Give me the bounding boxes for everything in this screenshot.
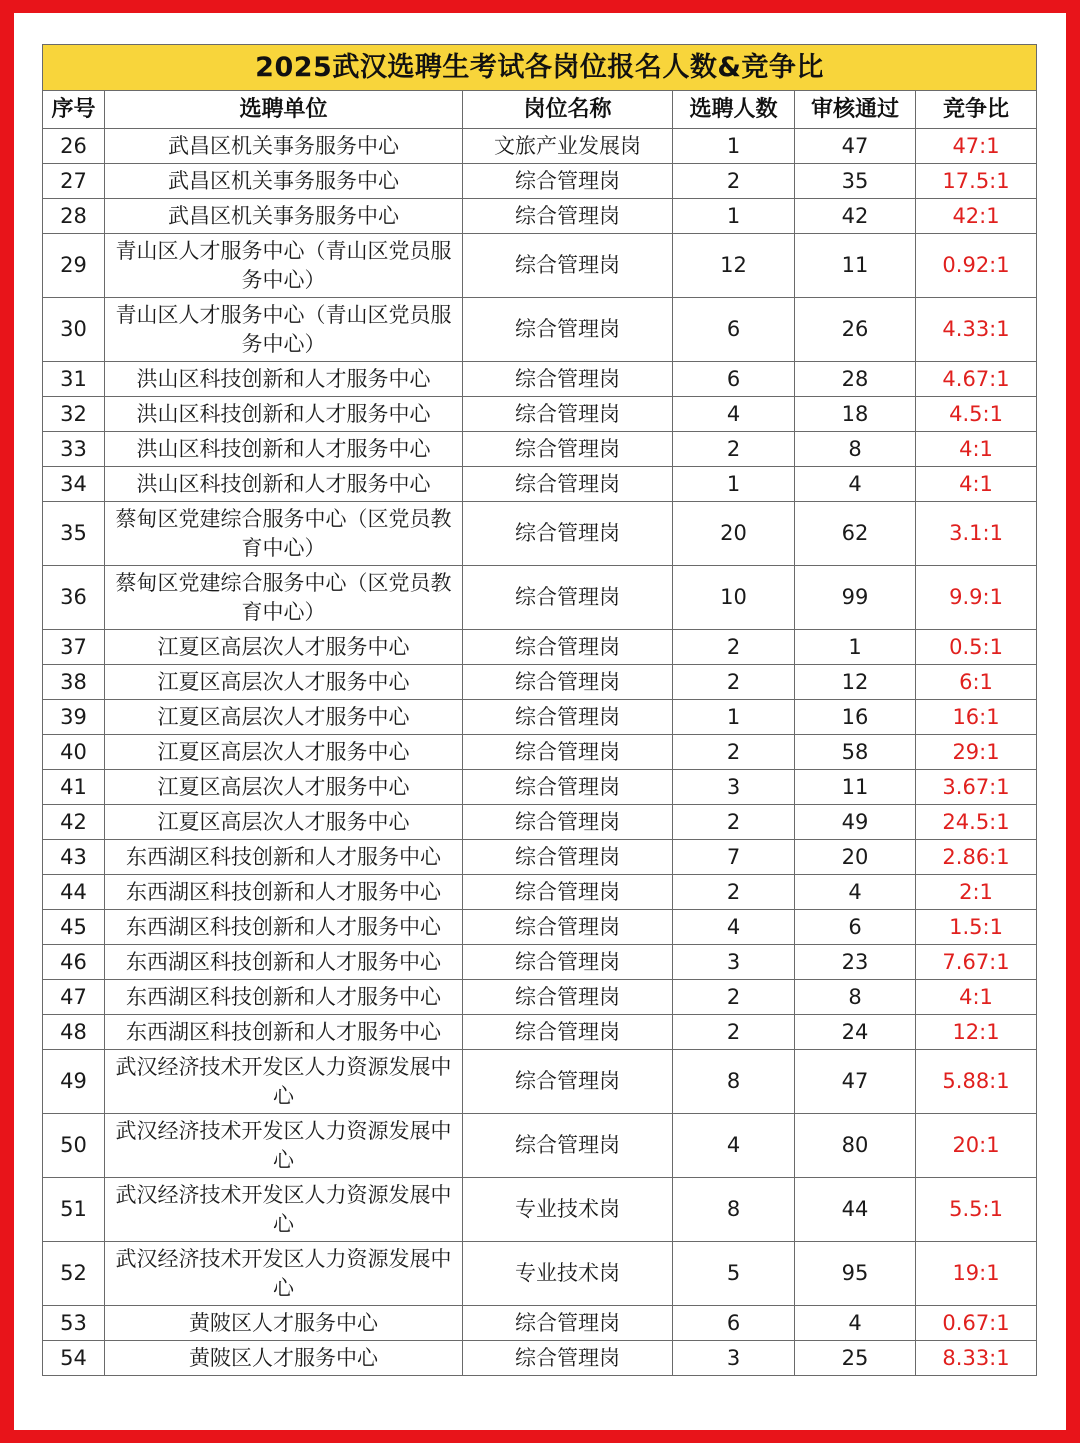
table-body xyxy=(43,129,1037,1376)
column-header-ratio: 竞争比 xyxy=(916,91,1037,129)
cell-no: 51 xyxy=(43,1178,105,1242)
cell-position: 综合管理岗 xyxy=(463,1050,673,1114)
cell-hired: 3 xyxy=(673,1341,795,1376)
table-row xyxy=(43,502,1037,566)
cell-position: 综合管理岗 xyxy=(463,467,673,502)
cell-approved: 80 xyxy=(795,1114,916,1178)
cell-hired: 2 xyxy=(673,980,795,1015)
cell-ratio: 7.67:1 xyxy=(916,945,1037,980)
cell-position: 综合管理岗 xyxy=(463,665,673,700)
cell-hired: 4 xyxy=(673,1114,795,1178)
cell-ratio: 29:1 xyxy=(916,735,1037,770)
cell-no: 32 xyxy=(43,397,105,432)
cell-unit: 青山区人才服务中心（青山区党员服务中心） xyxy=(105,234,463,298)
cell-ratio: 2.86:1 xyxy=(916,840,1037,875)
cell-unit: 武汉经济技术开发区人力资源发展中心 xyxy=(105,1114,463,1178)
cell-approved: 8 xyxy=(795,980,916,1015)
cell-unit: 江夏区高层次人才服务中心 xyxy=(105,665,463,700)
column-header-approved: 审核通过 xyxy=(795,91,916,129)
cell-no: 37 xyxy=(43,630,105,665)
cell-position: 综合管理岗 xyxy=(463,630,673,665)
cell-hired: 4 xyxy=(673,397,795,432)
cell-approved: 42 xyxy=(795,199,916,234)
cell-approved: 4 xyxy=(795,1306,916,1341)
cell-position: 综合管理岗 xyxy=(463,735,673,770)
cell-unit: 蔡甸区党建综合服务中心（区党员教育中心） xyxy=(105,566,463,630)
cell-unit: 江夏区高层次人才服务中心 xyxy=(105,700,463,735)
cell-unit: 江夏区高层次人才服务中心 xyxy=(105,805,463,840)
cell-no: 47 xyxy=(43,980,105,1015)
cell-no: 40 xyxy=(43,735,105,770)
cell-approved: 28 xyxy=(795,362,916,397)
cell-ratio: 4.5:1 xyxy=(916,397,1037,432)
cell-position: 综合管理岗 xyxy=(463,432,673,467)
cell-position: 综合管理岗 xyxy=(463,298,673,362)
cell-hired: 1 xyxy=(673,467,795,502)
cell-ratio: 3.1:1 xyxy=(916,502,1037,566)
cell-ratio: 6:1 xyxy=(916,665,1037,700)
table-row xyxy=(43,1114,1037,1178)
column-header-unit: 选聘单位 xyxy=(105,91,463,129)
table-row xyxy=(43,432,1037,467)
recruitment-table xyxy=(42,44,1037,1376)
table-row xyxy=(43,566,1037,630)
cell-no: 26 xyxy=(43,129,105,164)
cell-position: 专业技术岗 xyxy=(463,1242,673,1306)
cell-ratio: 0.67:1 xyxy=(916,1306,1037,1341)
table-row xyxy=(43,735,1037,770)
cell-approved: 11 xyxy=(795,234,916,298)
cell-no: 28 xyxy=(43,199,105,234)
table-title: 2025武汉选聘生考试各岗位报名人数&竞争比 xyxy=(43,45,1037,91)
cell-ratio: 20:1 xyxy=(916,1114,1037,1178)
table-row xyxy=(43,770,1037,805)
cell-unit: 青山区人才服务中心（青山区党员服务中心） xyxy=(105,298,463,362)
cell-position: 综合管理岗 xyxy=(463,1015,673,1050)
cell-approved: 24 xyxy=(795,1015,916,1050)
cell-no: 36 xyxy=(43,566,105,630)
cell-hired: 10 xyxy=(673,566,795,630)
cell-hired: 4 xyxy=(673,910,795,945)
cell-approved: 6 xyxy=(795,910,916,945)
cell-unit: 东西湖区科技创新和人才服务中心 xyxy=(105,945,463,980)
cell-hired: 6 xyxy=(673,362,795,397)
cell-no: 49 xyxy=(43,1050,105,1114)
cell-approved: 8 xyxy=(795,432,916,467)
cell-unit: 东西湖区科技创新和人才服务中心 xyxy=(105,1015,463,1050)
cell-hired: 12 xyxy=(673,234,795,298)
cell-unit: 黄陂区人才服务中心 xyxy=(105,1306,463,1341)
cell-position: 综合管理岗 xyxy=(463,234,673,298)
table-row xyxy=(43,164,1037,199)
cell-approved: 16 xyxy=(795,700,916,735)
cell-no: 44 xyxy=(43,875,105,910)
cell-unit: 武昌区机关事务服务中心 xyxy=(105,129,463,164)
cell-ratio: 0.92:1 xyxy=(916,234,1037,298)
cell-unit: 武汉经济技术开发区人力资源发展中心 xyxy=(105,1178,463,1242)
cell-hired: 6 xyxy=(673,1306,795,1341)
cell-no: 34 xyxy=(43,467,105,502)
column-header-position: 岗位名称 xyxy=(463,91,673,129)
cell-ratio: 4.67:1 xyxy=(916,362,1037,397)
cell-hired: 2 xyxy=(673,805,795,840)
table-row xyxy=(43,805,1037,840)
cell-hired: 1 xyxy=(673,700,795,735)
cell-ratio: 19:1 xyxy=(916,1242,1037,1306)
cell-unit: 东西湖区科技创新和人才服务中心 xyxy=(105,875,463,910)
cell-hired: 3 xyxy=(673,770,795,805)
cell-hired: 8 xyxy=(673,1050,795,1114)
table-row xyxy=(43,1015,1037,1050)
cell-unit: 东西湖区科技创新和人才服务中心 xyxy=(105,910,463,945)
cell-unit: 洪山区科技创新和人才服务中心 xyxy=(105,432,463,467)
cell-hired: 2 xyxy=(673,164,795,199)
table-row xyxy=(43,700,1037,735)
cell-position: 综合管理岗 xyxy=(463,1114,673,1178)
table-row xyxy=(43,665,1037,700)
cell-approved: 1 xyxy=(795,630,916,665)
cell-ratio: 17.5:1 xyxy=(916,164,1037,199)
table-row xyxy=(43,298,1037,362)
table-row xyxy=(43,875,1037,910)
cell-approved: 4 xyxy=(795,875,916,910)
table-row xyxy=(43,1341,1037,1376)
table-row xyxy=(43,362,1037,397)
page-sheet xyxy=(14,13,1066,1430)
cell-position: 综合管理岗 xyxy=(463,910,673,945)
cell-no: 27 xyxy=(43,164,105,199)
cell-hired: 2 xyxy=(673,630,795,665)
cell-no: 46 xyxy=(43,945,105,980)
cell-ratio: 5.88:1 xyxy=(916,1050,1037,1114)
table-row xyxy=(43,630,1037,665)
cell-no: 54 xyxy=(43,1341,105,1376)
cell-ratio: 47:1 xyxy=(916,129,1037,164)
table-row xyxy=(43,199,1037,234)
cell-hired: 2 xyxy=(673,875,795,910)
cell-position: 综合管理岗 xyxy=(463,770,673,805)
cell-approved: 99 xyxy=(795,566,916,630)
cell-unit: 洪山区科技创新和人才服务中心 xyxy=(105,397,463,432)
cell-no: 30 xyxy=(43,298,105,362)
cell-unit: 江夏区高层次人才服务中心 xyxy=(105,735,463,770)
cell-approved: 11 xyxy=(795,770,916,805)
cell-approved: 58 xyxy=(795,735,916,770)
cell-hired: 8 xyxy=(673,1178,795,1242)
cell-ratio: 4:1 xyxy=(916,980,1037,1015)
cell-no: 53 xyxy=(43,1306,105,1341)
cell-ratio: 2:1 xyxy=(916,875,1037,910)
cell-approved: 62 xyxy=(795,502,916,566)
cell-approved: 49 xyxy=(795,805,916,840)
table-row xyxy=(43,840,1037,875)
cell-no: 45 xyxy=(43,910,105,945)
table-row xyxy=(43,1050,1037,1114)
cell-approved: 12 xyxy=(795,665,916,700)
cell-approved: 35 xyxy=(795,164,916,199)
cell-hired: 6 xyxy=(673,298,795,362)
cell-unit: 洪山区科技创新和人才服务中心 xyxy=(105,467,463,502)
cell-no: 38 xyxy=(43,665,105,700)
cell-hired: 2 xyxy=(673,735,795,770)
cell-position: 综合管理岗 xyxy=(463,1306,673,1341)
column-header-no: 序号 xyxy=(43,91,105,129)
cell-no: 43 xyxy=(43,840,105,875)
cell-ratio: 8.33:1 xyxy=(916,1341,1037,1376)
cell-position: 综合管理岗 xyxy=(463,362,673,397)
table-row xyxy=(43,467,1037,502)
table-row xyxy=(43,980,1037,1015)
title-row xyxy=(43,45,1037,91)
cell-position: 综合管理岗 xyxy=(463,199,673,234)
cell-approved: 4 xyxy=(795,467,916,502)
cell-no: 39 xyxy=(43,700,105,735)
cell-no: 31 xyxy=(43,362,105,397)
cell-unit: 武昌区机关事务服务中心 xyxy=(105,199,463,234)
cell-unit: 蔡甸区党建综合服务中心（区党员教育中心） xyxy=(105,502,463,566)
cell-position: 综合管理岗 xyxy=(463,945,673,980)
cell-approved: 26 xyxy=(795,298,916,362)
cell-ratio: 42:1 xyxy=(916,199,1037,234)
cell-hired: 20 xyxy=(673,502,795,566)
cell-hired: 7 xyxy=(673,840,795,875)
cell-position: 综合管理岗 xyxy=(463,397,673,432)
header-row xyxy=(43,91,1037,129)
cell-approved: 44 xyxy=(795,1178,916,1242)
cell-position: 文旅产业发展岗 xyxy=(463,129,673,164)
table-row xyxy=(43,1242,1037,1306)
cell-ratio: 4:1 xyxy=(916,432,1037,467)
cell-ratio: 0.5:1 xyxy=(916,630,1037,665)
cell-approved: 20 xyxy=(795,840,916,875)
cell-ratio: 1.5:1 xyxy=(916,910,1037,945)
cell-unit: 黄陂区人才服务中心 xyxy=(105,1341,463,1376)
cell-unit: 洪山区科技创新和人才服务中心 xyxy=(105,362,463,397)
cell-hired: 5 xyxy=(673,1242,795,1306)
cell-no: 42 xyxy=(43,805,105,840)
cell-no: 41 xyxy=(43,770,105,805)
cell-approved: 23 xyxy=(795,945,916,980)
cell-position: 专业技术岗 xyxy=(463,1178,673,1242)
cell-approved: 95 xyxy=(795,1242,916,1306)
table-row xyxy=(43,1306,1037,1341)
cell-no: 33 xyxy=(43,432,105,467)
cell-position: 综合管理岗 xyxy=(463,980,673,1015)
cell-position: 综合管理岗 xyxy=(463,502,673,566)
cell-position: 综合管理岗 xyxy=(463,840,673,875)
cell-hired: 1 xyxy=(673,199,795,234)
cell-ratio: 3.67:1 xyxy=(916,770,1037,805)
cell-hired: 2 xyxy=(673,432,795,467)
table-row xyxy=(43,945,1037,980)
cell-no: 48 xyxy=(43,1015,105,1050)
cell-no: 29 xyxy=(43,234,105,298)
cell-ratio: 4.33:1 xyxy=(916,298,1037,362)
cell-unit: 东西湖区科技创新和人才服务中心 xyxy=(105,840,463,875)
cell-unit: 武昌区机关事务服务中心 xyxy=(105,164,463,199)
cell-position: 综合管理岗 xyxy=(463,805,673,840)
cell-approved: 18 xyxy=(795,397,916,432)
cell-ratio: 5.5:1 xyxy=(916,1178,1037,1242)
cell-unit: 江夏区高层次人才服务中心 xyxy=(105,630,463,665)
table-row xyxy=(43,910,1037,945)
cell-position: 综合管理岗 xyxy=(463,1341,673,1376)
cell-approved: 47 xyxy=(795,1050,916,1114)
cell-hired: 2 xyxy=(673,1015,795,1050)
table-row xyxy=(43,1178,1037,1242)
cell-position: 综合管理岗 xyxy=(463,875,673,910)
cell-ratio: 24.5:1 xyxy=(916,805,1037,840)
cell-approved: 47 xyxy=(795,129,916,164)
cell-ratio: 16:1 xyxy=(916,700,1037,735)
cell-unit: 武汉经济技术开发区人力资源发展中心 xyxy=(105,1242,463,1306)
cell-hired: 2 xyxy=(673,665,795,700)
cell-unit: 江夏区高层次人才服务中心 xyxy=(105,770,463,805)
cell-ratio: 9.9:1 xyxy=(916,566,1037,630)
cell-unit: 武汉经济技术开发区人力资源发展中心 xyxy=(105,1050,463,1114)
cell-approved: 25 xyxy=(795,1341,916,1376)
cell-position: 综合管理岗 xyxy=(463,164,673,199)
cell-ratio: 12:1 xyxy=(916,1015,1037,1050)
table-row xyxy=(43,129,1037,164)
cell-hired: 3 xyxy=(673,945,795,980)
table-row xyxy=(43,234,1037,298)
cell-ratio: 4:1 xyxy=(916,467,1037,502)
cell-no: 52 xyxy=(43,1242,105,1306)
cell-no: 35 xyxy=(43,502,105,566)
cell-hired: 1 xyxy=(673,129,795,164)
cell-position: 综合管理岗 xyxy=(463,700,673,735)
column-header-hired: 选聘人数 xyxy=(673,91,795,129)
cell-no: 50 xyxy=(43,1114,105,1178)
cell-position: 综合管理岗 xyxy=(463,566,673,630)
table-row xyxy=(43,397,1037,432)
cell-unit: 东西湖区科技创新和人才服务中心 xyxy=(105,980,463,1015)
